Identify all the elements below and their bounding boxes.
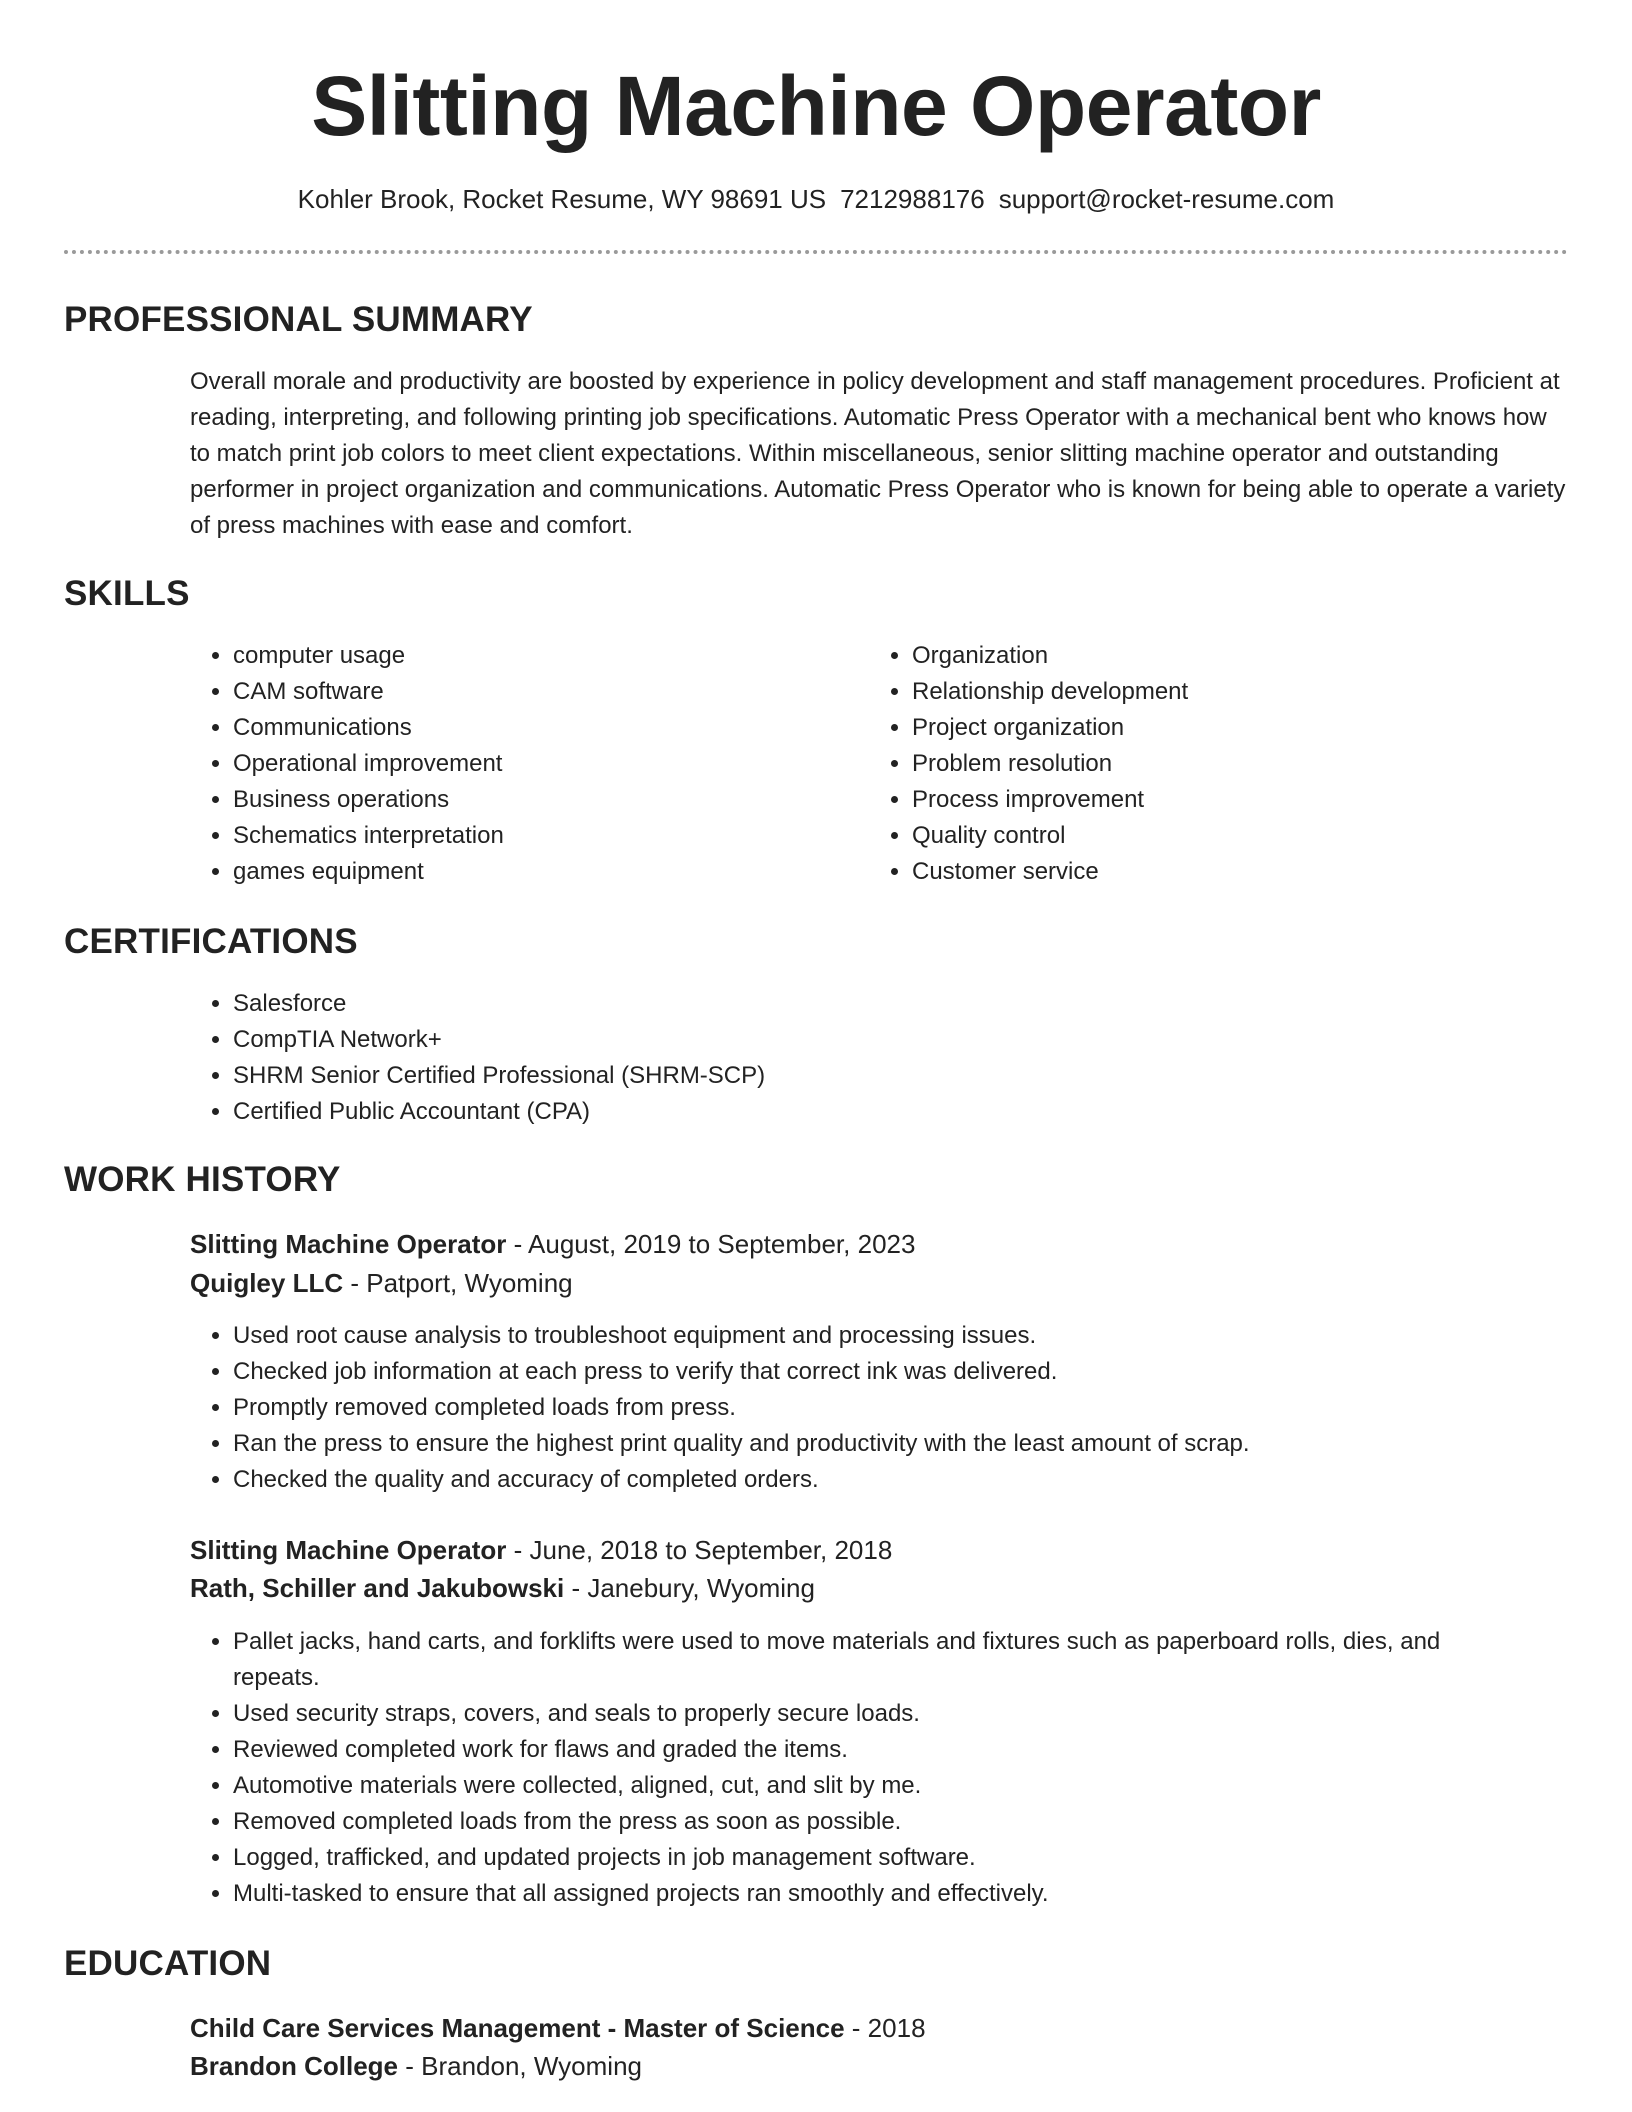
certifications-list	[190, 986, 1533, 1130]
certification-item: • SHRM Senior Certified Professional (SHRM-SCP)	[233, 1058, 1533, 1094]
certifications-section-title: CERTIFICATIONS	[64, 922, 358, 961]
job-bullet: • Promptly removed completed loads from press.	[233, 1390, 1613, 1426]
skill-item: • Communications	[233, 710, 853, 746]
job-bullet: • Logged, trafficked, and updated projects in job management software.	[233, 1840, 1533, 1876]
education-year: - 2018	[844, 2013, 926, 2043]
work-history-section-title: WORK HISTORY	[64, 1160, 341, 1199]
skills-list-left	[190, 638, 853, 890]
skill-item: • Quality control	[912, 818, 1532, 854]
job-bullet: • Used root cause analysis to troubleshoot equipment and processing issues.	[233, 1318, 1613, 1354]
job-bullets	[190, 1624, 1533, 1912]
job-dates: - August, 2019 to September, 2023	[506, 1229, 916, 1259]
skill-item: • games equipment	[233, 854, 853, 890]
contact-line	[0, 182, 1632, 216]
job-location: - Janebury, Wyoming	[564, 1573, 815, 1603]
summary-text: Overall morale and productivity are boosted by experience in policy development and staff management procedures. Proficient at reading, interpreting, and following printing job specifications. Automatic Press Operator with a mechanical bent who knows how to match print job colors to meet client expectations. Within miscellaneous, senior slitting machine operator and outstanding performer in project organization and communications. Automatic Press Operator who is known for being able to operate a variety of press machines with ease and comfort.	[190, 368, 1566, 539]
skill-item: • Operational improvement	[233, 746, 853, 782]
job-location: - Patport, Wyoming	[343, 1268, 573, 1298]
job-bullet: • Used security straps, covers, and seals to properly secure loads.	[233, 1696, 1533, 1732]
job-title-line	[190, 1532, 892, 1568]
job-bullet: • Checked job information at each press to verify that correct ink was delivered.	[233, 1354, 1613, 1390]
job-company: Quigley LLC	[190, 1268, 344, 1298]
header-divider	[64, 250, 1568, 254]
job-bullet: • Ran the press to ensure the highest print quality and productivity with the least amount of scrap.	[233, 1426, 1613, 1462]
skills-list-right	[869, 638, 1532, 890]
job-bullet: • Multi-tasked to ensure that all assigned projects ran smoothly and effectively.	[233, 1876, 1533, 1912]
certification-item: • Salesforce	[233, 986, 1533, 1022]
summary-section-title: PROFESSIONAL SUMMARY	[64, 300, 533, 339]
contact-phone: 7212988176	[840, 184, 985, 214]
skill-item: • Relationship development	[912, 674, 1532, 710]
skill-item: • Problem resolution	[912, 746, 1532, 782]
education-degree: Child Care Services Management - Master of Science	[190, 2013, 845, 2043]
education-degree-line	[190, 2010, 926, 2046]
resume-name-heading: Slitting Machine Operator	[311, 59, 1321, 153]
skill-item: • CAM software	[233, 674, 853, 710]
job-company-line	[190, 1265, 573, 1301]
skill-item: • Process improvement	[912, 782, 1532, 818]
certification-item: • CompTIA Network+	[233, 1022, 1533, 1058]
skill-item: • Organization	[912, 638, 1532, 674]
skill-item: • Customer service	[912, 854, 1532, 890]
education-section-title: EDUCATION	[64, 1944, 272, 1983]
education-school-line	[190, 2048, 642, 2084]
job-company: Rath, Schiller and Jakubowski	[190, 1573, 565, 1603]
job-dates: - June, 2018 to September, 2018	[506, 1535, 893, 1565]
job-role: Slitting Machine Operator	[190, 1535, 507, 1565]
skills-section-title: SKILLS	[64, 574, 190, 613]
contact-address: Kohler Brook, Rocket Resume, WY 98691 US	[297, 184, 827, 214]
education-school: Brandon College	[190, 2051, 399, 2081]
job-company-line	[190, 1570, 815, 1606]
job-bullet: • Automotive materials were collected, aligned, cut, and slit by me.	[233, 1768, 1533, 1804]
job-title-line	[190, 1226, 915, 1262]
education-location: - Brandon, Wyoming	[398, 2051, 642, 2081]
job-bullet: • Reviewed completed work for flaws and graded the items.	[233, 1732, 1533, 1768]
skill-item: • computer usage	[233, 638, 853, 674]
job-role: Slitting Machine Operator	[190, 1229, 507, 1259]
skill-item: • Business operations	[233, 782, 853, 818]
job-bullet: • Checked the quality and accuracy of completed orders.	[233, 1462, 1613, 1498]
certification-item: • Certified Public Accountant (CPA)	[233, 1094, 1533, 1130]
skill-item: • Schematics interpretation	[233, 818, 853, 854]
job-bullet: • Pallet jacks, hand carts, and forklifts were used to move materials and fixtures such as paperboard rolls, dies, and repeats.	[233, 1624, 1533, 1696]
skill-item: • Project organization	[912, 710, 1532, 746]
job-bullet: • Removed completed loads from the press as soon as possible.	[233, 1804, 1533, 1840]
job-bullets	[190, 1318, 1613, 1498]
contact-email: support@rocket-resume.com	[998, 184, 1335, 214]
